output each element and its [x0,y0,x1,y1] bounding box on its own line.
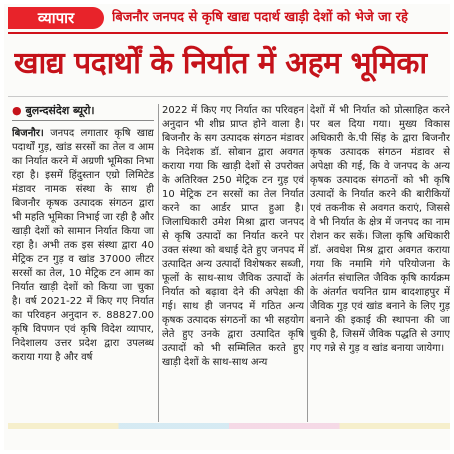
byline [12,104,154,118]
column-divider [158,104,159,422]
article-column-3 [310,104,450,424]
section-header [4,4,450,32]
article-column-2 [162,104,304,424]
print-registration-strip [8,423,450,429]
column-divider [307,104,308,422]
article-column-1 [12,104,154,424]
column-1-text: जनपद लगातार कृषि खाद्य पदार्थों गुड़, खांड सरसों का तेल व आम का निर्यात करने में अग्रणी भूमिका निभा रहा है। इसमें हिंदुस्तान एग्रो लिमिटेड मंडावर नामक संस्था के साथ ही बिजनौर कृषक उत्पादक संगठन द्वारा भी महति भूमिका निभाई जा रही है और खाड़ी देशों को सामान निर्यात किया जा रहा है। अभी तक इस संस्था द्वारा 40 मेट्रिक टन गुड़ व खांड 37000 लीटर सरसों का तेल, 10 मेट्रिक टन आम का निर्यात खाड़ी देशों को किया जा चुका है। वर्ष 2021-22 में किए गए निर्यात का परिवहन अनुदान रु. 88827.00 कृषि विपणन एवं कृषि विदेश व्यापार, निदेशालय उत्तर प्रदेश द्वारा उपलब्ध कराया गया है और वर्ष [12,128,154,363]
byline-bullet: ● [12,104,22,117]
byline-rule [12,120,154,121]
byline-text: बुलन्दसंदेश ब्यूरो। [25,104,95,117]
column-2-text: 2022 में किए गए निर्यात का परिवहन अनुदान भी शीघ्र प्राप्त होने वाला है। बिजनौर के सग उत्पादक संगठन मंडावर के निदेशक डॉ. सोबान द्वारा अवगत कराया गया कि खाड़ी देशों से उपरोक्त के अतिरिक्त 250 मेट्रिक टन गुड़ एवं 10 मेट्रिक टन सरसों का तेल निर्यात करने का आर्डर प्राप्त हुआ है। जिलाधिकारी उमेश मिश्रा द्वारा जनपद से कृषि उत्पादों का निर्यात करने पर उक्त संस्था को बधाई देते हुए जनपद में उत्पादित अन्य उत्पादों विशेषकर सब्जी, फूलों के साथ-साथ जैविक उत्पादों के निर्यात को बढ़ावा देने की अपेक्षा की गई। साथ ही जनपद में गठित अन्य कृषक उत्पादक संगठनों का भी सहयोग लेते हुए उनके द्वारा उत्पादित कृषि उत्पादों को भी सम्मिलित करते हुए खाड़ी देशों के साथ-साथ अन्य [162,105,304,368]
header-rule [8,32,448,34]
kicker-headline: बिजनौर जनपद से कृषि खाद्य पदार्थ खाड़ी देशों को भेजे जा रहे [112,10,408,25]
main-headline: खाद्य पदार्थों के निर्यात में अहम भूमिका [14,46,427,81]
newspaper-clipping [4,4,450,450]
column-3-text: देशों में भी निर्यात को प्रोत्साहित करने पर बल दिया गया। मुख्य विकास अधिकारी के.पी सिंह के द्वारा बिजनौर कृषक उत्पादक संगठन मंडावर से अपेक्षा की गई, कि वे जनपद के अन्य कृषक उत्पादक संगठनों को भी कृषि उत्पादों के निर्यात करने की बारीकियों एवं तकनीक से अवगत कराएं, जिससे वे भी निर्यात के क्षेत्र में जनपद का नाम रोशन कर सकें। जिला कृषि अधिकारी डॉ. अवधेश मिश्र द्वारा अवगत कराया गया कि नमामि गंगे परियोजना के अंतर्गत संचालित जैविक कृषि कार्यक्रम के अंतर्गत चयनित ग्राम बादशाहपुर में जैविक गुड़ एवं खांड बनाने के लिए गुड़ बनाने की इकाई की स्थापना की जा चुकी है, जिसमें जैविक पद्धति से उगाए गए गन्ने से गुड़ व खांड बनाया जायेगा। [310,105,450,354]
article-paragraph [12,127,154,365]
dateline: बिजनौर। [12,128,44,139]
section-tag: व्यापार [8,7,104,29]
headline-rule [8,96,448,97]
